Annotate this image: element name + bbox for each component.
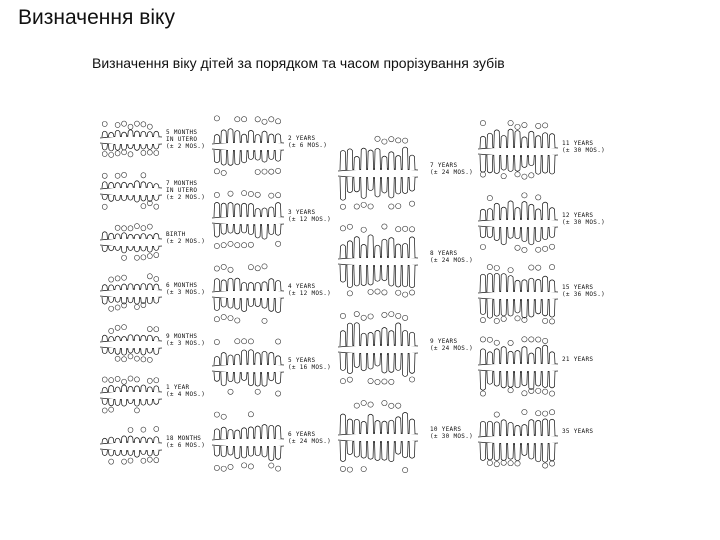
stage-age-label: 4 YEARS: [288, 283, 316, 290]
stage-panel: [100, 274, 205, 312]
stage-age-label: 7 YEARS: [430, 162, 458, 169]
stage-panel: [478, 120, 605, 179]
tooth-development-illustration: [100, 100, 620, 475]
stage-panel: [478, 409, 593, 468]
stage-age-label: 18 MONTHS: [166, 435, 202, 442]
stage-panel: [100, 172, 205, 209]
stage-age-label: 6 MONTHS: [166, 282, 198, 289]
stage-age-label: (± 2 MOS.): [166, 143, 206, 150]
stage-age-label: (± 6 MOS.): [166, 442, 206, 449]
stage-age-label: (± 4 MOS.): [166, 391, 206, 398]
stage-panel: [212, 412, 331, 472]
stage-age-label: (± 24 MOS.): [430, 345, 474, 352]
stage-panel: [338, 311, 473, 384]
stage-panel: [100, 224, 205, 261]
slide-title: Визначення віку: [18, 6, 175, 29]
stage-age-label: (± 12 MOS.): [288, 290, 332, 297]
stage-panel: [478, 337, 593, 396]
stage-age-label: 12 YEARS: [562, 212, 594, 219]
stage-age-label: (± 16 MOS.): [288, 364, 332, 371]
stage-age-label: (± 36 MOS.): [562, 291, 606, 298]
stage-age-label: (± 30 MOS.): [562, 147, 606, 154]
stage-age-label: 21 YEARS: [562, 356, 594, 363]
stage-panel: [212, 339, 331, 397]
stage-panel: [338, 400, 473, 472]
stage-age-label: BIRTH: [166, 231, 186, 238]
stage-age-label: 2 YEARS: [288, 135, 316, 142]
stage-panel: [212, 116, 327, 176]
stage-age-label: 35 YEARS: [562, 428, 594, 435]
stage-age-label: 7 MONTHS: [166, 180, 198, 187]
stage-age-label: (± 12 MOS.): [288, 216, 332, 223]
stage-age-label: 5 MONTHS: [166, 129, 198, 136]
stage-panel: [100, 376, 205, 413]
stage-panel: [212, 191, 331, 249]
stage-age-label: (± 24 MOS.): [430, 169, 474, 176]
stage-age-label: IN UTERO: [166, 136, 198, 143]
stage-age-label: (± 2 MOS.): [166, 194, 206, 201]
stage-panel: [338, 136, 473, 209]
stage-panel: [338, 224, 473, 297]
stage-age-label: (± 30 MOS.): [562, 219, 606, 226]
stage-age-label: (± 3 MOS.): [166, 289, 206, 296]
stage-panel: [100, 121, 205, 157]
stage-panel: [478, 264, 605, 324]
stage-age-label: (± 6 MOS.): [288, 142, 328, 149]
stage-age-label: 6 YEARS: [288, 431, 316, 438]
stage-panel: [212, 264, 331, 324]
tooth-development-chart: [100, 100, 620, 475]
stage-age-label: (± 24 MOS.): [288, 438, 332, 445]
stage-age-label: 9 YEARS: [430, 338, 458, 345]
stage-age-label: 1 YEAR: [166, 384, 190, 391]
stage-age-label: (± 2 MOS.): [166, 238, 206, 245]
stage-age-label: (± 24 MOS.): [430, 257, 474, 264]
stage-age-label: 15 YEARS: [562, 284, 594, 291]
stage-age-label: 5 YEARS: [288, 357, 316, 364]
stage-panel: [478, 193, 605, 253]
stage-age-label: IN UTERO: [166, 187, 198, 194]
stage-age-label: 11 YEARS: [562, 140, 594, 147]
stage-age-label: (± 3 MOS.): [166, 340, 206, 347]
stage-panel: [100, 426, 205, 464]
stage-age-label: 8 YEARS: [430, 250, 458, 257]
stage-age-label: (± 30 MOS.): [430, 433, 474, 440]
stage-age-label: 3 YEARS: [288, 209, 316, 216]
stage-panel: [100, 325, 205, 363]
stage-age-label: 10 YEARS: [430, 426, 462, 433]
slide-subtitle: Визначення віку дітей за порядком та часом прорізування зубів: [92, 55, 505, 71]
stage-age-label: 9 MONTHS: [166, 333, 198, 340]
